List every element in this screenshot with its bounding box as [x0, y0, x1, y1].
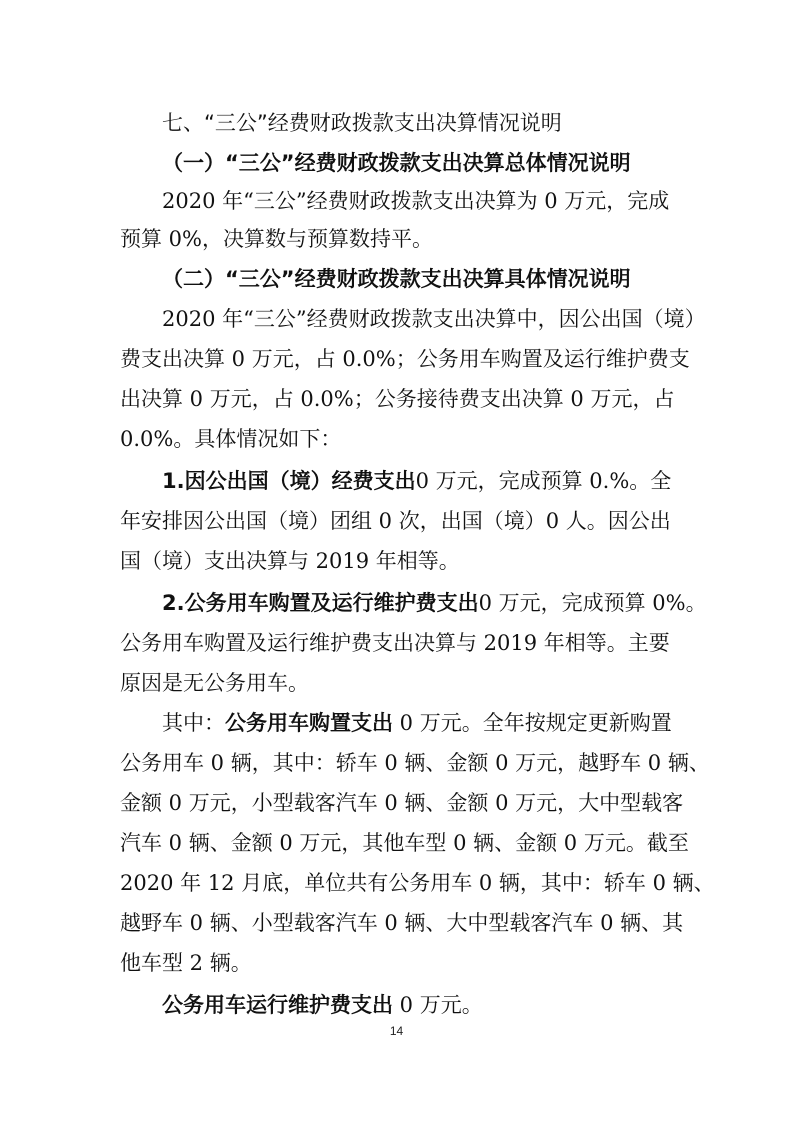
paragraph-line: 预算 0%，决算数与预算数持平。	[120, 227, 433, 251]
subheading-detail: （二）“三公”经费财政拨款支出决算具体情况说明	[162, 267, 631, 291]
item-1-title: 1.因公出国（境）经费支出	[162, 469, 416, 493]
paragraph-line: 金额 0 万元，小型载客汽车 0 辆、金额 0 万元，大中型载客	[120, 791, 684, 815]
paragraph-line: 公务用车 0 辆，其中：轿车 0 辆、金额 0 万元，越野车 0 辆、	[120, 751, 710, 775]
item-2-title: 2.公务用车购置及运行维护费支出	[162, 591, 479, 615]
paragraph-line: 原因是无公务用车。	[120, 671, 309, 695]
item-4-title: 公务用车运行维护费支出	[162, 993, 393, 1017]
item-3-text: 0 万元。全年按规定更新购置	[393, 711, 672, 735]
paragraph-line: 年安排因公出国（境）团组 0 次，出国（境）0 人。因公出	[120, 509, 671, 533]
item-3-title: 公务用车购置支出	[225, 711, 393, 735]
item-1-first-line	[162, 466, 722, 496]
page-number: 14	[389, 1024, 404, 1038]
item-3-first-line	[162, 708, 722, 738]
paragraph-line: 出决算 0 万元，占 0.0%；公务接待费支出决算 0 万元，占	[120, 387, 675, 411]
paragraph-line: 2020 年 12 月底，单位共有公务用车 0 辆，其中：轿车 0 辆、	[120, 871, 715, 895]
paragraph-line: 越野车 0 辆、小型载客汽车 0 辆、大中型载客汽车 0 辆、其	[120, 911, 684, 935]
subheading-overall: （一）“三公”经费财政拨款支出决算总体情况说明	[162, 151, 631, 175]
paragraph-line: 2020 年“三公”经费财政拨款支出决算中，因公出国（境）	[162, 307, 706, 331]
item-2-first-line	[162, 588, 722, 618]
item-4-text: 0 万元。	[393, 993, 483, 1017]
item-4-line	[162, 990, 722, 1020]
item-2-text: 0 万元，完成预算 0%。	[478, 591, 707, 615]
paragraph-line: 他车型 2 辆。	[120, 951, 252, 975]
paragraph-line: 国（境）支出决算与 2019 年相等。	[120, 549, 460, 573]
item-1-text: 0 万元，完成预算 0.%。全	[415, 469, 672, 493]
paragraph-line: 2020 年“三公”经费财政拨款支出决算为 0 万元，完成	[162, 189, 670, 213]
section-heading: 七、“三公”经费财政拨款支出决算情况说明	[162, 111, 562, 135]
paragraph-line: 公务用车购置及运行维护费支出决算与 2019 年相等。主要	[120, 631, 670, 655]
paragraph-line: 费支出决算 0 万元，占 0.0%；公务用车购置及运行维护费支	[120, 347, 690, 371]
paragraph-line: 0.0%。具体情况如下：	[120, 427, 342, 451]
paragraph-line: 汽车 0 辆、金额 0 万元，其他车型 0 辆、金额 0 万元。截至	[120, 831, 689, 855]
item-3-prefix: 其中：	[162, 711, 225, 735]
